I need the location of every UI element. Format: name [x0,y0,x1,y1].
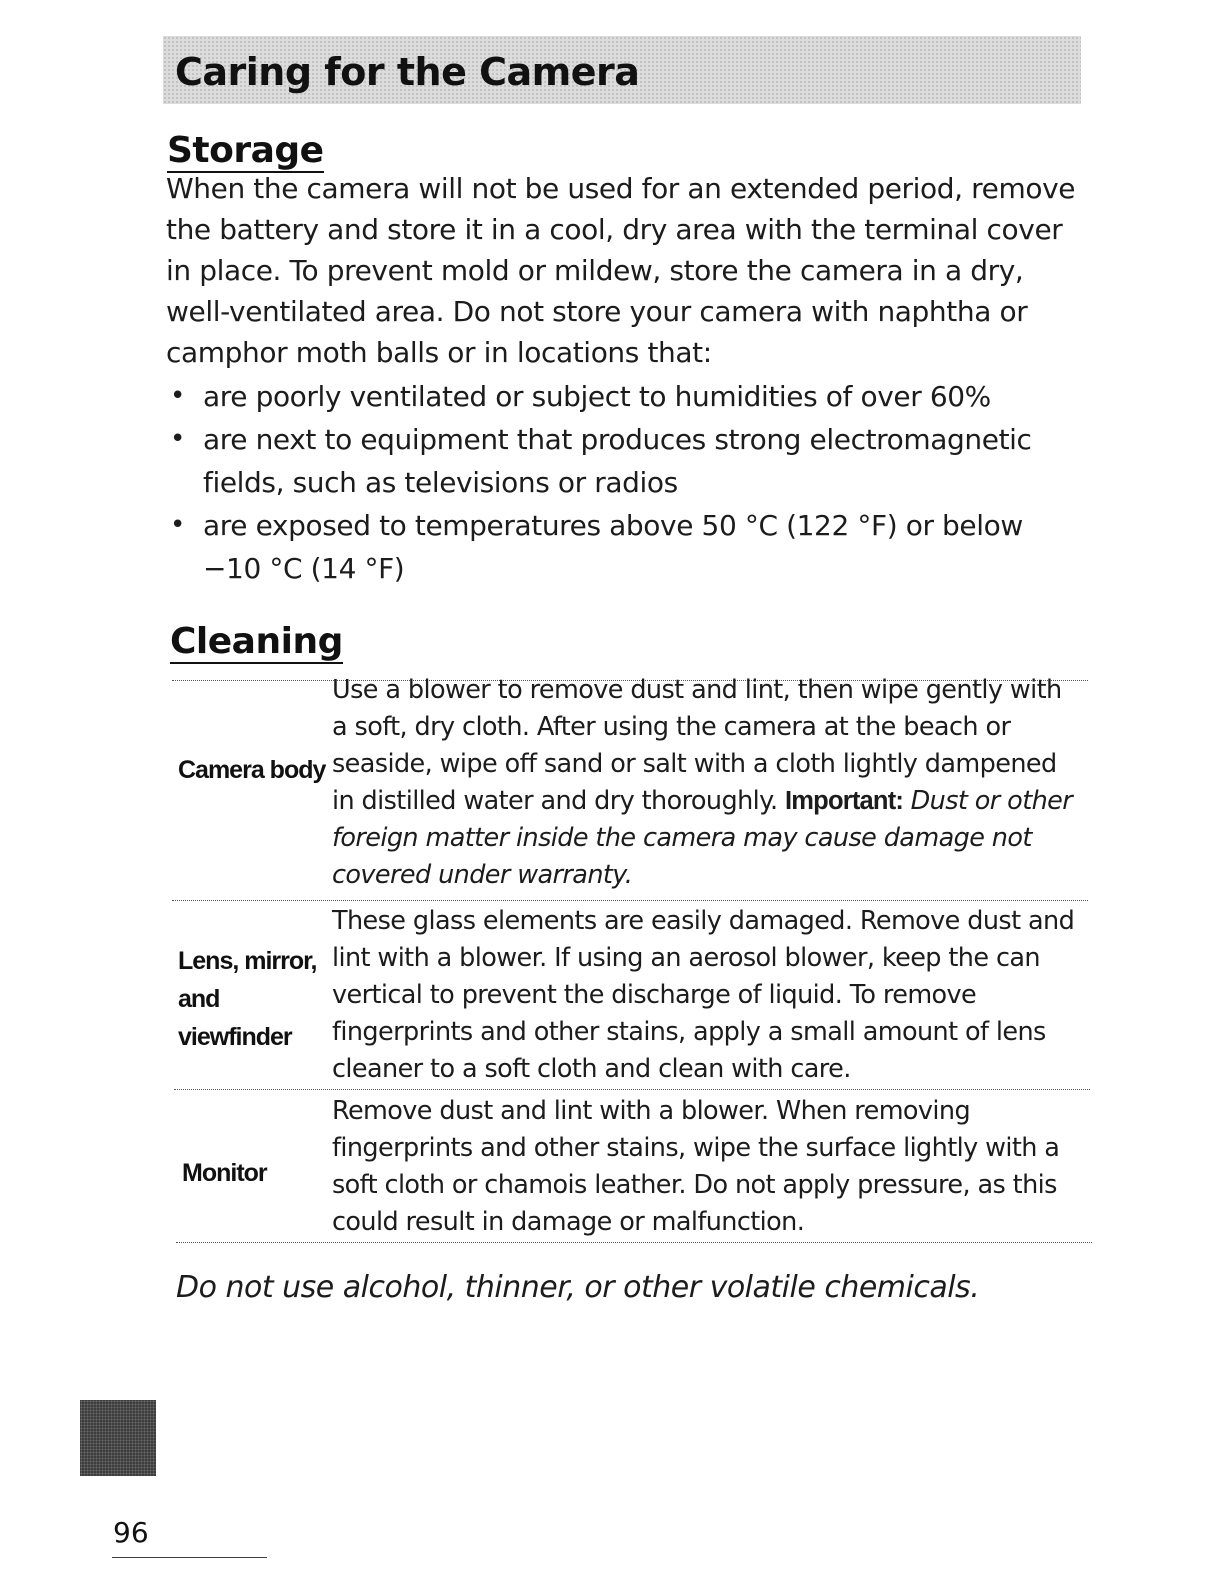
bullet-text: are next to equipment that produces strong electromagnetic fields, such as televisions or radios [203,423,1032,499]
important-text: Dust or other foreign matter inside the camera may cause damage not covered under warranty. [332,786,1073,890]
bullet-text: are poorly ventilated or subject to humidities of over 60% [203,380,991,413]
row-desc-camera-body [332,672,1084,894]
table-rule [174,1089,1090,1090]
important-label: Important: [785,787,904,815]
row-desc-text: Use a blower to remove dust and lint, then wipe gently with a soft, dry cloth. After using the camera at the beach or seaside, wipe off sand or salt with a cloth lightly dampened in distilled water and dry thoroughly. [332,675,1062,816]
bullet-icon: • [170,510,185,540]
section-tab-marker [80,1400,156,1476]
row-desc-monitor: Remove dust and lint with a blower. When removing fingerprints and other stains, wipe the surface lightly with a soft cloth or chamois leather. Do not apply pressure, as this could result in damage or malfunction. [332,1096,1060,1237]
storage-bullet-list [166,375,1078,590]
storage-paragraph: When the camera will not be used for an extended period, remove the battery and store it in a cool, dry area with the terminal cover in place. To prevent mold or mildew, store the camera in a dry, well-ventilated area. Do not store your camera with naphtha or camphor moth balls or in locations that: [166,172,1076,369]
page-number-rule [112,1557,267,1558]
table-rule [172,900,1088,901]
cleaning-heading: Cleaning [170,621,343,662]
bullet-text: are exposed to temperatures above 50 °C (122 °F) or below −10 °C (14 °F) [203,509,1023,585]
row-label-camera-body: Camera body [178,756,326,784]
page-number: 96 [113,1516,149,1549]
row-label-monitor: Monitor [182,1159,267,1187]
page-title: Caring for the Camera [175,50,640,94]
table-rule [176,1242,1092,1243]
row-desc-lens: These glass elements are easily damaged. Remove dust and lint with a blower. If using an aerosol blower, keep the can vertical to prevent the discharge of liquid. To remove fingerprints and other stains, apply a small amount of lens cleaner to a soft cloth and clean with care. [332,906,1075,1084]
cleaning-note: Do not use alcohol, thinner, or other volatile chemicals. [176,1270,980,1305]
bullet-icon: • [170,381,185,411]
storage-heading: Storage [167,130,324,171]
list-item [166,504,1078,590]
bullet-icon: • [170,424,185,454]
list-item [166,375,1078,418]
list-item [166,418,1078,504]
row-label-lens: Lens, mirror, and viewfinder [178,947,317,1051]
